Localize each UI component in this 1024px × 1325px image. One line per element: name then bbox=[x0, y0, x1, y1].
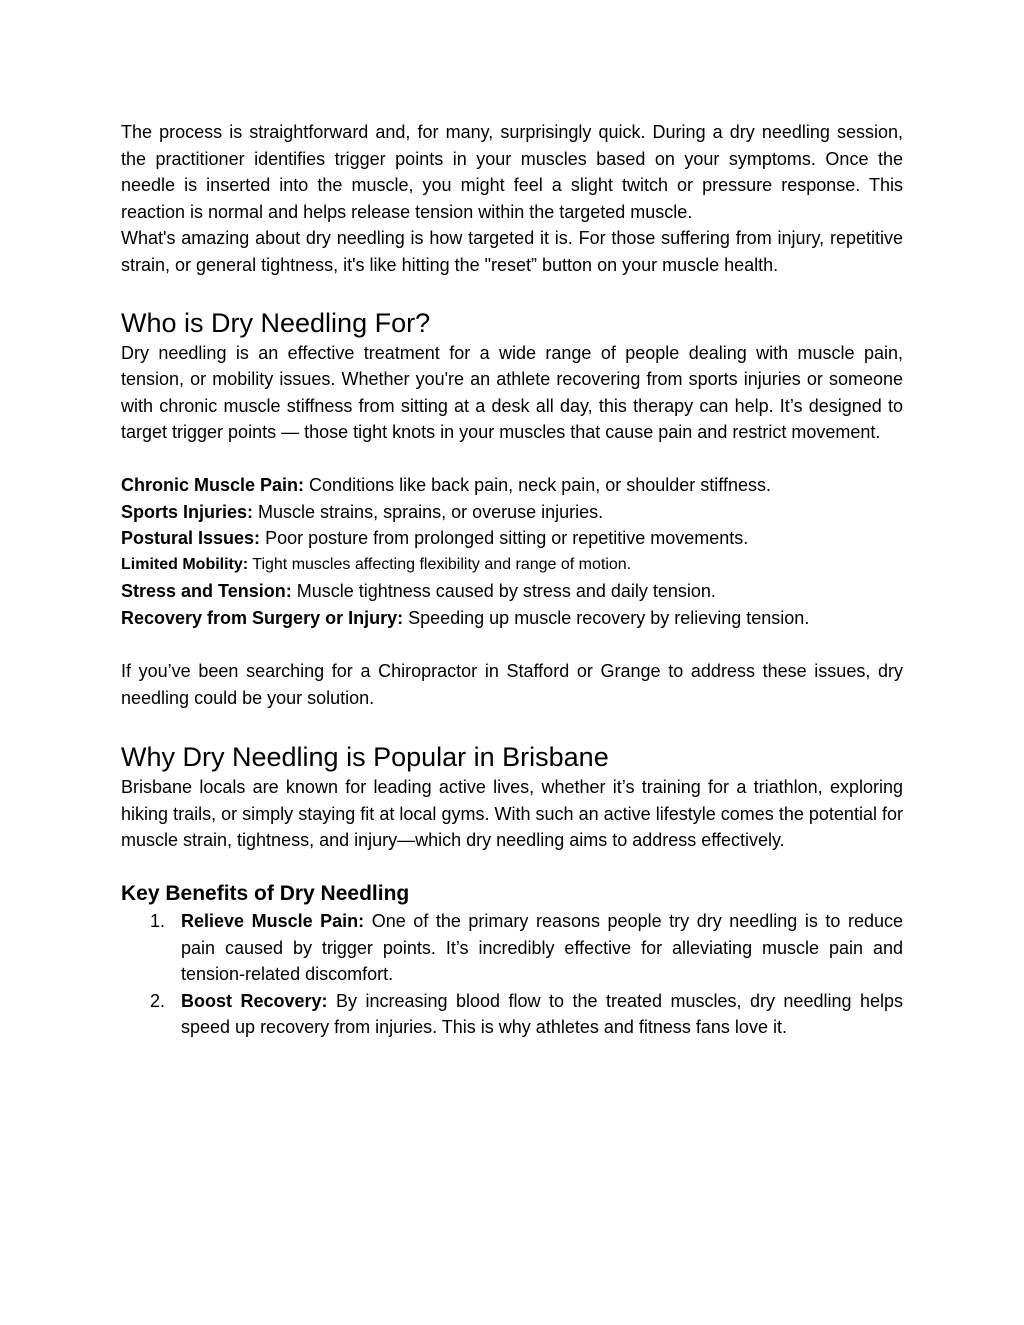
list-item bbox=[121, 988, 903, 1041]
benefit-label: Relieve Muscle Pain: bbox=[181, 910, 365, 931]
condition-label: Postural Issues: bbox=[121, 528, 261, 549]
condition-text: Poor posture from prolonged sitting or repetitive movements. bbox=[260, 528, 749, 549]
condition-label: Chronic Muscle Pain: bbox=[121, 475, 305, 496]
benefit-text: By increasing blood flow to the treated muscles, dry needling helps speed up recovery from injuries. This is why athletes and fitness fans love it. bbox=[181, 990, 903, 1038]
condition-item bbox=[121, 605, 903, 632]
condition-text: Muscle strains, sprains, or overuse injuries. bbox=[253, 501, 604, 522]
heading-why: Why Dry Needling is Popular in Brisbane bbox=[121, 742, 609, 773]
condition-label: Stress and Tension: bbox=[121, 581, 292, 602]
benefit-label: Boost Recovery: bbox=[181, 990, 328, 1011]
heading-benefits: Key Benefits of Dry Needling bbox=[121, 881, 410, 905]
condition-label: Limited Mobility: bbox=[121, 555, 249, 573]
who-closing-paragraph: If you’ve been searching for a Chiropractor in Stafford or Grange to address these issues, dry needling could be your solution. bbox=[121, 660, 903, 708]
condition-text: Speeding up muscle recovery by relieving tension. bbox=[403, 607, 810, 628]
who-paragraph: Dry needling is an effective treatment for a wide range of people dealing with muscle pain, tension, or mobility issues. Whether you're an athlete recovering from sports injuries or someone with chronic muscle stiffness from sitting at a desk all day, this therapy can help. It’s designed to target trigger points — those tight knots in your muscles that cause pain and restrict movement. bbox=[121, 342, 903, 443]
condition-label: Recovery from Surgery or Injury: bbox=[121, 607, 404, 628]
list-number: 2. bbox=[150, 990, 166, 1011]
benefits-list bbox=[121, 908, 903, 1041]
why-paragraph: Brisbane locals are known for leading active lives, whether it’s training for a triathlon, exploring hiking trails, or simply staying fit at local gyms. With such an active lifestyle comes the potential for muscle strain, tightness, and injury—which dry needling aims to address effectively. bbox=[121, 777, 903, 851]
heading-who: Who is Dry Needling For? bbox=[121, 307, 431, 338]
condition-item bbox=[121, 525, 903, 552]
condition-text: Tight muscles affecting flexibility and range of motion. bbox=[248, 555, 632, 573]
benefit-text: One of the primary reasons people try dry needling is to reduce pain caused by trigger points. It’s incredibly effective for alleviating muscle pain and tension-related discomfort. bbox=[181, 910, 903, 985]
condition-item bbox=[121, 499, 903, 526]
intro-paragraph-2: What's amazing about dry needling is how targeted it is. For those suffering from injury, repetitive strain, or general tightness, it's like hitting the "reset” button on your muscle health. bbox=[121, 228, 903, 275]
condition-item bbox=[121, 552, 903, 579]
condition-item bbox=[121, 472, 903, 499]
condition-list bbox=[121, 472, 903, 631]
list-item bbox=[121, 908, 903, 988]
condition-item bbox=[121, 578, 903, 605]
condition-text: Muscle tightness caused by stress and daily tension. bbox=[291, 581, 716, 602]
condition-label: Sports Injuries: bbox=[121, 501, 254, 522]
intro-paragraph-1: The process is straightforward and, for many, surprisingly quick. During a dry needling session, the practitioner identifies trigger points in your muscles based on your symptoms. Once the needle is inserted into the muscle, you might feel a slight twitch or pressure response. This reaction is normal and helps release tension within the targeted muscle. bbox=[121, 122, 903, 222]
document-page bbox=[121, 119, 903, 1041]
condition-text: Conditions like back pain, neck pain, or shoulder stiffness. bbox=[304, 475, 771, 496]
list-number: 1. bbox=[150, 910, 166, 931]
